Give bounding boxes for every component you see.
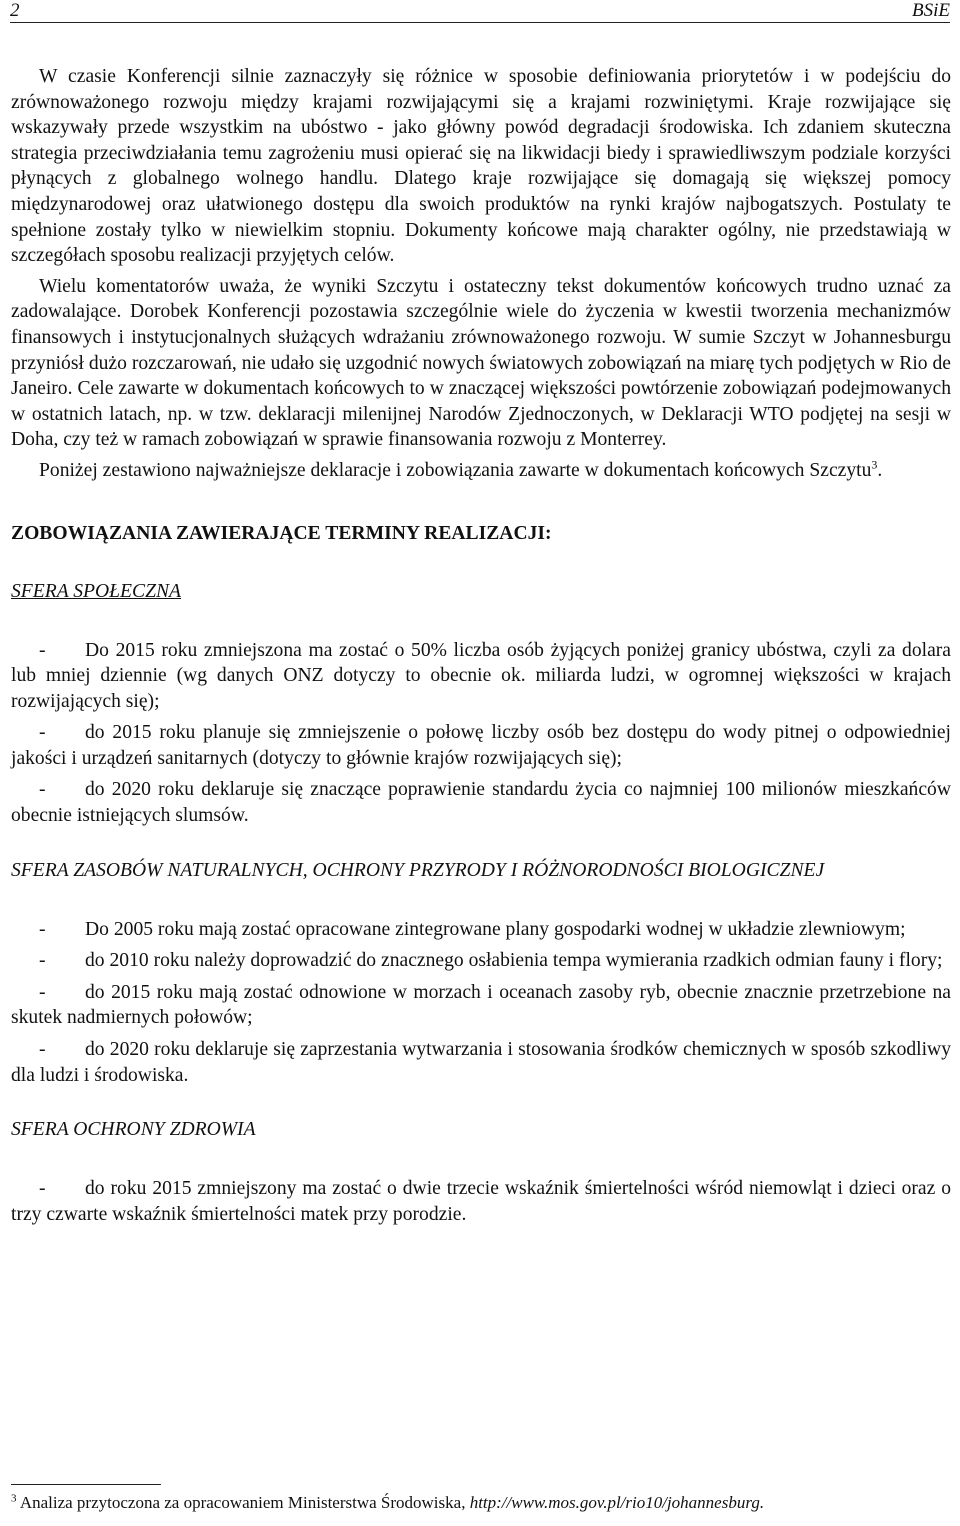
footnote-divider — [11, 1484, 161, 1485]
list-item-text: do 2015 roku mają zostać odnowione w morzach i oceanach zasoby ryb, obecnie znacznie przetrzebione na skutek nadmiernych połowów; — [11, 981, 951, 1029]
footnote-number: 3 — [11, 1492, 17, 1505]
page-body — [11, 64, 951, 1227]
list-item-text: do roku 2015 zmniejszony ma zostać o dwie trzecie wskaźnik śmiertelności wśród niemowląt i dzieci oraz o trzy czwarte wskaźnik śmiertelności matek przy porodzie. — [11, 1178, 951, 1225]
list-item — [11, 638, 951, 715]
list-item — [11, 1037, 951, 1088]
list-item-text: Do 2015 roku zmniejszona ma zostać o 50% liczba osób żyjących poniżej granicy ubóstwa, czyli za dolara lub mniej dziennie (wg danych ONZ dotyczy to obecnie ok. miliarda ludzi, w ogromnej większości w krajach rozwijających się); — [11, 639, 951, 712]
journal-abbreviation: BSiE — [912, 0, 950, 21]
list-item — [11, 948, 951, 974]
footnote — [11, 1492, 951, 1514]
list-item-text: do 2010 roku należy doprowadzić do znacznego osłabienia tempa wymierania rzadkich odmian fauny i flory; — [85, 950, 943, 972]
sphere-social-list — [11, 638, 951, 829]
sphere-natural-resources-title: SFERA ZASOBÓW NATURALNYCH, OCHRONY PRZYRODY I RÓŻNORODNOŚCI BIOLOGICZNEJ — [11, 859, 825, 881]
sphere-social-title: SFERA SPOŁECZNA — [11, 580, 182, 602]
list-dash: - — [39, 722, 46, 744]
footnote-text: Analiza przytoczona za opracowaniem Ministerstwa Środowiska, — [19, 1493, 466, 1512]
list-dash: - — [39, 950, 46, 972]
section-title: ZOBOWIĄZANIA ZAWIERAJĄCE TERMINY REALIZACJI: — [11, 522, 552, 544]
footnote-reference[interactable]: 3 — [871, 457, 878, 472]
paragraph-differences: W czasie Konferencji silnie zaznaczyły się różnice w sposobie definiowania priorytetów i w podejściu do zrównoważonego rozwoju między krajami rozwijającymi się a krajami rozwiniętymi. Kraje rozwijające się wskazywały przede wszystkim na ubóstwo - jako główny powód degradacji środowiska. Ich zdaniem skuteczna strategia przeciwdziałania temu zagrożeniu musi opierać się na likwidacji biedy i sprawiedliwszym podziale korzyści płynących z globalnego wolnego handlu. Dlatego kraje rozwijające się domagają się większej pomocy międzynarodowej oraz ułatwionego dostępu dla swoich produktów na rynki krajów najbogatszych. Postulaty te spełnione zostały tylko w niewielkim stopniu. Dokumenty końcowe mają charakter ogólny, nie przedstawiają w szczegółach sposobu realizacji przyjętych celów. — [11, 66, 951, 267]
footnote-url[interactable]: http://www.mos.gov.pl/rio10/johannesburg. — [469, 1493, 765, 1512]
list-dash: - — [39, 1039, 46, 1061]
list-dash: - — [39, 918, 46, 940]
page-header — [10, 0, 950, 23]
list-item — [11, 720, 951, 771]
list-item — [11, 980, 951, 1031]
list-item-text: Do 2005 roku mają zostać opracowane zintegrowane plany gospodarki wodnej w układzie zlewniowym; — [85, 918, 906, 940]
paragraph-commentators: Wielu komentatorów uważa, że wyniki Szczytu i ostateczny tekst dokumentów końcowych trudno uznać za zadowalające. Dorobek Konferencji pozostawia szczególnie wiele do życzenia w kwestii tworzenia mechanizmów finansowych i instytucjonalnych służących wdrażaniu zrównoważonego rozwoju. W sumie Szczyt w Johannesburgu przyniósł dużo rozczarowań, nie udało się uzgodnić nowych światowych zobowiązań na miarę tych podjętych w Rio de Janeiro. Cele zawarte w dokumentach końcowych to w znaczącej większości powtórzenie zobowiązań podejmowanych w ostatnich latach, np. w tzw. deklaracji milenijnej Narodów Zjednoczonych, w Deklaracji WTO podjętej na sesji w Doha, czy też w ramach zobowiązań w sprawie finansowania rozwoju z Monterrey. — [11, 275, 951, 451]
page-number: 2 — [10, 0, 20, 21]
list-item — [11, 1176, 951, 1227]
list-item-text: do 2020 roku deklaruje się znaczące poprawienie standardu życia co najmniej 100 milionów mieszkańców obecnie istniejących slumsów. — [11, 779, 951, 827]
list-item-text: do 2015 roku planuje się zmniejszenie o połowę liczby osób bez dostępu do wody pitnej o odpowiedniej jakości i urządzeń sanitarnych (dotyczy to głównie krajów rozwijających się); — [11, 722, 951, 769]
paragraph-summary-end: . — [877, 459, 883, 481]
list-item — [11, 777, 951, 828]
list-dash: - — [39, 639, 46, 661]
list-item-text: do 2020 roku deklaruje się zaprzestania wytwarzania i stosowania środków chemicznych w sposób szkodliwy dla ludzi i środowiska. — [11, 1039, 951, 1086]
sphere-health-title: SFERA OCHRONY ZDROWIA — [11, 1119, 256, 1141]
paragraph-summary-text: Poniżej zestawiono najważniejsze deklaracje i zobowiązania zawarte w dokumentach końcowych Szczytu — [39, 459, 872, 481]
list-dash: - — [39, 779, 46, 801]
list-item — [11, 917, 951, 943]
sphere-health-list — [11, 1176, 951, 1227]
list-dash: - — [39, 1178, 46, 1200]
list-dash: - — [39, 981, 46, 1003]
paragraph-summary-intro — [11, 458, 951, 484]
sphere-natural-resources-list — [11, 917, 951, 1089]
